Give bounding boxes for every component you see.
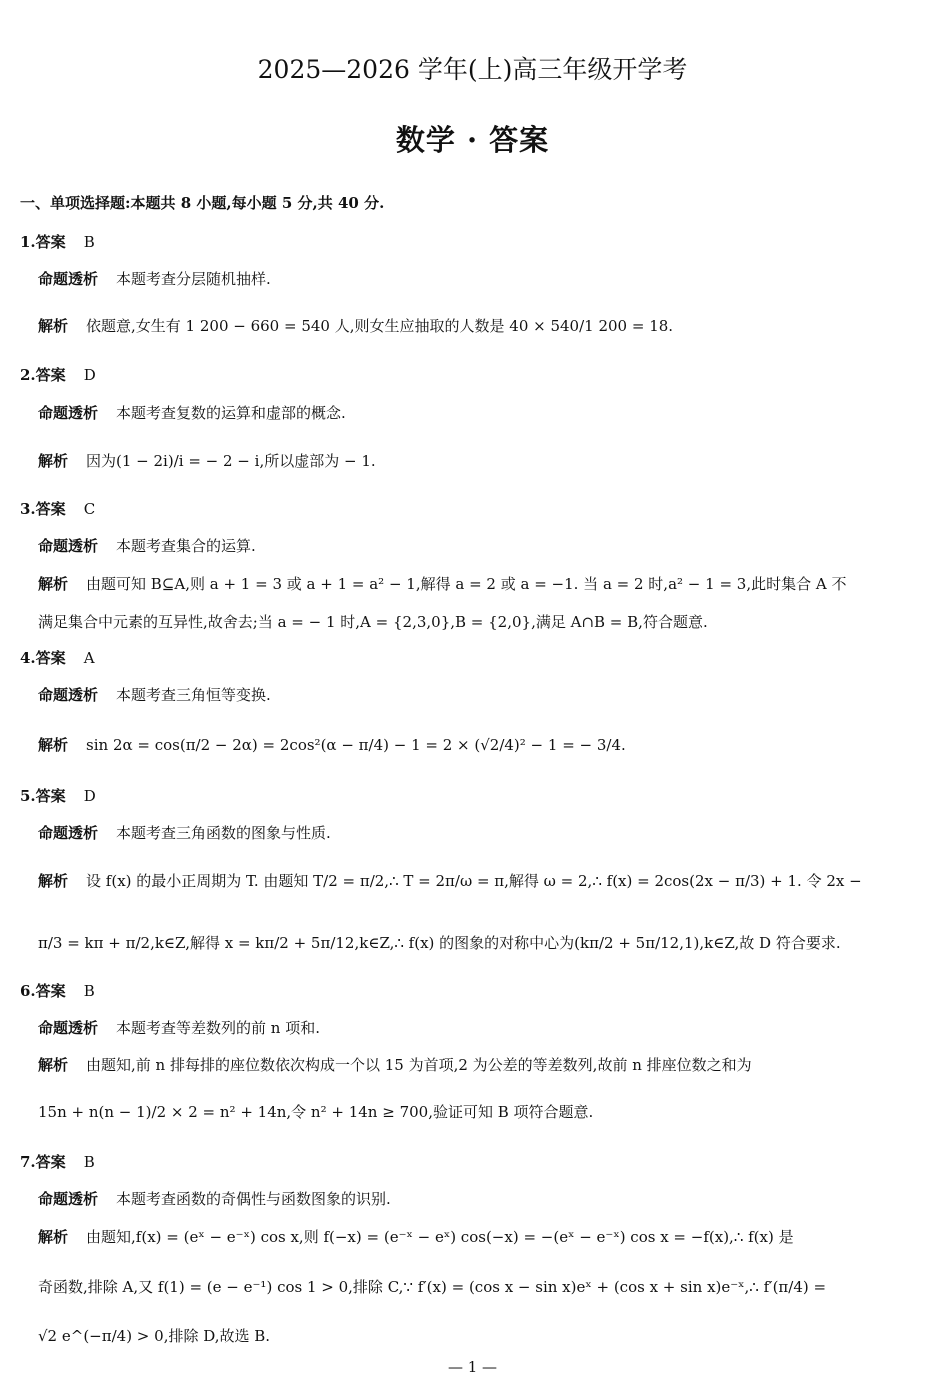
analysis-label: 解析 — [38, 317, 69, 335]
question-7-analysis-line-1 — [38, 1226, 794, 1247]
answer-letter: A — [83, 649, 95, 667]
question-3-analysis-line-1 — [38, 573, 846, 594]
question-5-answer — [20, 785, 96, 806]
question-1-answer — [20, 231, 95, 252]
analysis-text: 由题知,前 n 排每排的座位数依次构成一个以 15 为首项,2 为公差的等差数列,故前 n 排座位数之和为 — [86, 1056, 752, 1074]
question-4-intent — [38, 684, 271, 705]
question-2-answer — [20, 364, 96, 385]
question-number: 5. — [20, 787, 36, 805]
answer-letter: B — [83, 233, 95, 251]
answer-letter: D — [83, 787, 96, 805]
intent-text: 本题考查集合的运算. — [116, 537, 256, 555]
question-3-answer — [20, 498, 95, 519]
answer-label: 答案 — [35, 1153, 66, 1171]
analysis-label: 解析 — [38, 452, 69, 470]
analysis-text: 由题可知 B⊆A,则 a + 1 = 3 或 a + 1 = a² − 1,解得 a = 2 或 a = −1. 当 a = 2 时,a² − 1 = 3,此时集合 A 不 — [86, 575, 847, 593]
intent-label: 命题透析 — [38, 1019, 99, 1037]
question-2-analysis — [38, 450, 376, 471]
intent-text: 本题考查复数的运算和虚部的概念. — [116, 404, 346, 422]
question-3-analysis-line-2: 满足集合中元素的互异性,故舍去;当 a = − 1 时,A = {2,3,0},B = {2,0},满足 A∩B = B,符合题意. — [38, 613, 708, 631]
question-1-intent — [38, 268, 271, 289]
question-7-answer — [20, 1151, 95, 1172]
analysis-label: 解析 — [38, 1228, 69, 1246]
question-4-analysis — [38, 734, 626, 755]
question-7-intent — [38, 1188, 391, 1209]
intent-label: 命题透析 — [38, 537, 99, 555]
intent-label: 命题透析 — [38, 686, 99, 704]
analysis-text: 依题意,女生有 1 200 − 660 = 540 人,则女生应抽取的人数是 40 × 540/1 200 = 18. — [86, 317, 674, 335]
intent-text: 本题考查等差数列的前 n 项和. — [116, 1019, 320, 1037]
question-6-answer — [20, 980, 95, 1001]
answer-label: 答案 — [35, 500, 66, 518]
analysis-label: 解析 — [38, 736, 69, 754]
analysis-text: sin 2α = cos(π/2 − 2α) = 2cos²(α − π/4) − 1 = 2 × (√2/4)² − 1 = − 3/4. — [86, 736, 626, 754]
answer-label: 答案 — [35, 649, 66, 667]
analysis-label: 解析 — [38, 872, 69, 890]
intent-label: 命题透析 — [38, 1190, 99, 1208]
question-5-intent — [38, 822, 331, 843]
intent-label: 命题透析 — [38, 824, 99, 842]
section-heading: 一、单项选择题:本题共 8 小题,每小题 5 分,共 40 分. — [20, 194, 385, 212]
question-6-analysis-line-1 — [38, 1054, 752, 1075]
question-5-analysis-line-2: π/3 = kπ + π/2,k∈Z,解得 x = kπ/2 + 5π/12,k∈Z,∴ f(x) 的图象的对称中心为(kπ/2 + 5π/12,1),k∈Z,故 D 符合要求. — [38, 934, 841, 952]
analysis-text: 因为(1 − 2i)/i = − 2 − i,所以虚部为 − 1. — [86, 452, 376, 470]
intent-label: 命题透析 — [38, 270, 99, 288]
page-title: 2025—2026 学年(上)高三年级开学考 — [257, 55, 688, 84]
answer-letter: B — [83, 1153, 95, 1171]
answer-letter: D — [83, 366, 96, 384]
question-number: 6. — [20, 982, 36, 1000]
intent-label: 命题透析 — [38, 404, 99, 422]
question-number: 1. — [20, 233, 36, 251]
answer-label: 答案 — [35, 982, 66, 1000]
analysis-label: 解析 — [38, 1056, 69, 1074]
intent-text: 本题考查分层随机抽样. — [116, 270, 271, 288]
answer-letter: B — [83, 982, 95, 1000]
answer-label: 答案 — [35, 366, 66, 384]
analysis-text: 设 f(x) 的最小正周期为 T. 由题知 T/2 = π/2,∴ T = 2π/ω = π,解得 ω = 2,∴ f(x) = 2cos(2x − π/3) + 1. 令 2x − — [86, 872, 862, 890]
intent-text: 本题考查三角函数的图象与性质. — [116, 824, 331, 842]
question-6-intent — [38, 1017, 320, 1038]
question-1-analysis — [38, 315, 673, 336]
question-2-intent — [38, 402, 346, 423]
intent-text: 本题考查三角恒等变换. — [116, 686, 271, 704]
question-number: 7. — [20, 1153, 36, 1171]
question-7-analysis-line-2: 奇函数,排除 A,又 f(1) = (e − e⁻¹) cos 1 > 0,排除 C,∵ f′(x) = (cos x − sin x)eˣ + (cos x + sin x)e⁻ˣ,∴ f′(π/4) = — [38, 1278, 827, 1296]
page-number: — 1 — — [447, 1358, 498, 1376]
answer-letter: C — [83, 500, 96, 518]
intent-text: 本题考查函数的奇偶性与函数图象的识别. — [116, 1190, 391, 1208]
question-number: 3. — [20, 500, 36, 518]
page-subtitle: 数学 · 答案 — [395, 123, 550, 157]
answer-label: 答案 — [35, 787, 66, 805]
question-3-intent — [38, 535, 256, 556]
question-5-analysis-line-1 — [38, 870, 862, 891]
question-7-analysis-line-3: √2 e^(−π/4) > 0,排除 D,故选 B. — [38, 1327, 271, 1345]
question-number: 4. — [20, 649, 36, 667]
question-4-answer — [20, 647, 95, 668]
analysis-text: 由题知,f(x) = (eˣ − e⁻ˣ) cos x,则 f(−x) = (e⁻ˣ − eˣ) cos(−x) = −(eˣ − e⁻ˣ) cos x = −f(x),∴ f(x) 是 — [86, 1228, 794, 1246]
question-6-analysis-line-2: 15n + n(n − 1)/2 × 2 = n² + 14n,令 n² + 14n ≥ 700,验证可知 B 项符合题意. — [38, 1103, 594, 1121]
analysis-label: 解析 — [38, 575, 69, 593]
question-number: 2. — [20, 366, 36, 384]
answer-label: 答案 — [35, 233, 66, 251]
